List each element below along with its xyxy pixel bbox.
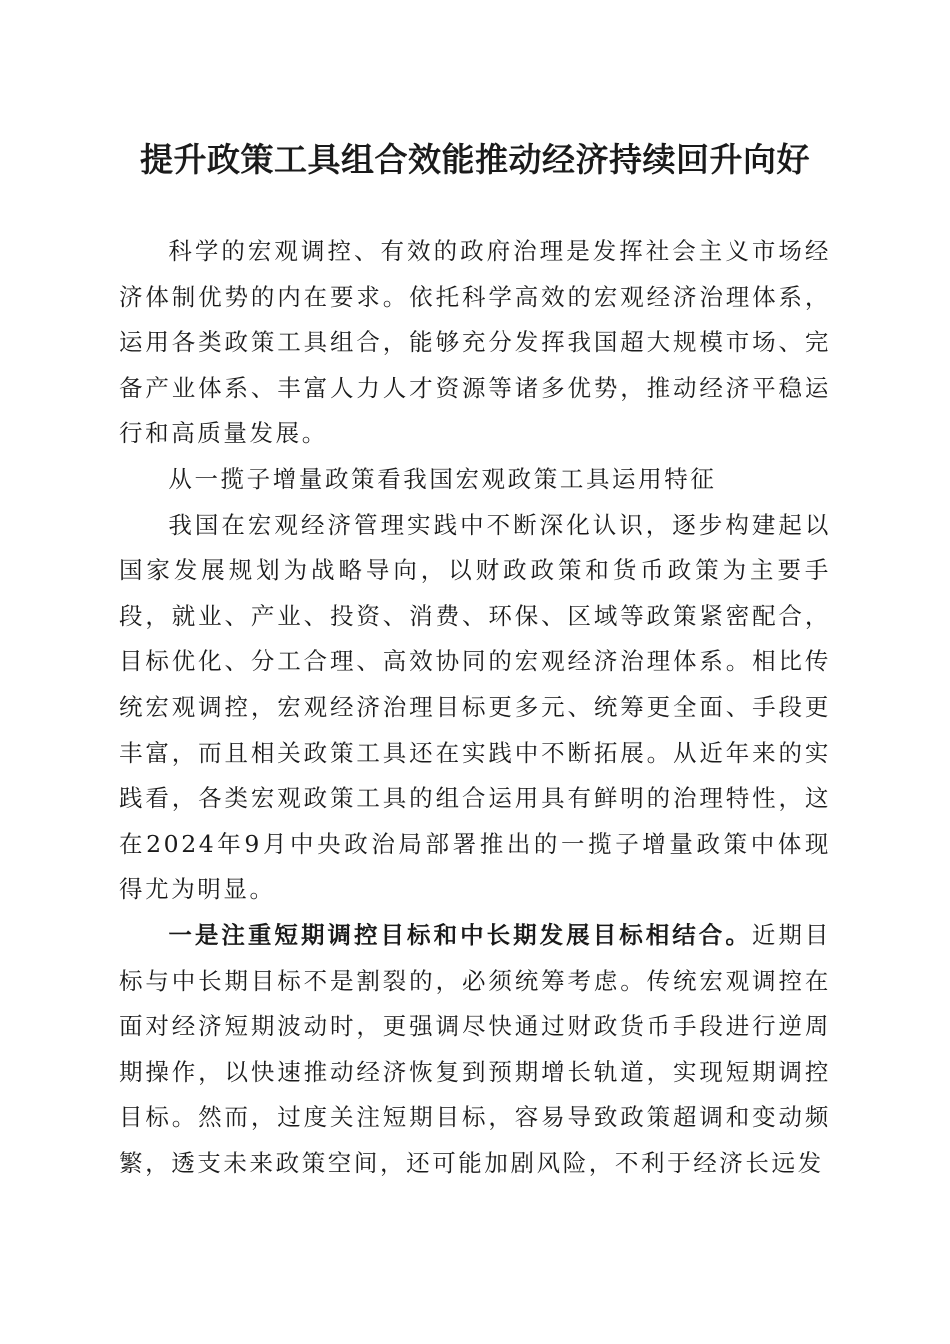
paragraph-intro: 科学的宏观调控、有效的政府治理是发挥社会主义市场经济体制优势的内在要求。依托科学高效的宏观经济治理体系，运用各类政策工具组合，能够充分发挥我国超大规模市场、完备产业体系、丰富人力人才资源等诸多优势，推动经济平稳运行和高质量发展。 <box>119 237 831 448</box>
document-body <box>119 229 831 1186</box>
paragraph-point-one-lead: 一是注重短期调控目标和中长期发展目标相结合。 <box>168 920 752 949</box>
paragraph-point-one <box>119 913 831 1187</box>
document-title: 提升政策工具组合效能推动经济持续回升向好 <box>140 140 810 179</box>
paragraph-governance-system: 我国在宏观经济管理实践中不断深化认识，逐步构建起以国家发展规划为战略导向，以财政政策和货币政策为主要手段，就业、产业、投资、消费、环保、区域等政策紧密配合，目标优化、分工合理、高效协同的宏观经济治理体系。相比传统宏观调控，宏观经济治理目标更多元、统筹更全面、手段更丰富，而且相关政策工具还在实践中不断拓展。从近年来的实践看，各类宏观政策工具的组合运用具有鲜明的治理特性，这在2024年9月中央政治局部署推出的一揽子增量政策中体现得尤为明显。 <box>119 510 831 904</box>
section-heading: 从一揽子增量政策看我国宏观政策工具运用特征 <box>168 464 717 493</box>
paragraph-point-one-text: 近期目标与中长期目标不是割裂的，必须统筹考虑。传统宏观调控在面对经济短期波动时，更强调尽快通过财政货币手段进行逆周期操作，以快速推动经济恢复到预期增长轨道，实现短期调控目标。然而，过度关注短期目标，容易导致政策超调和变动频繁，透支未来政策空间，还可能加剧风险，不利于经济长远发 <box>119 920 831 1177</box>
